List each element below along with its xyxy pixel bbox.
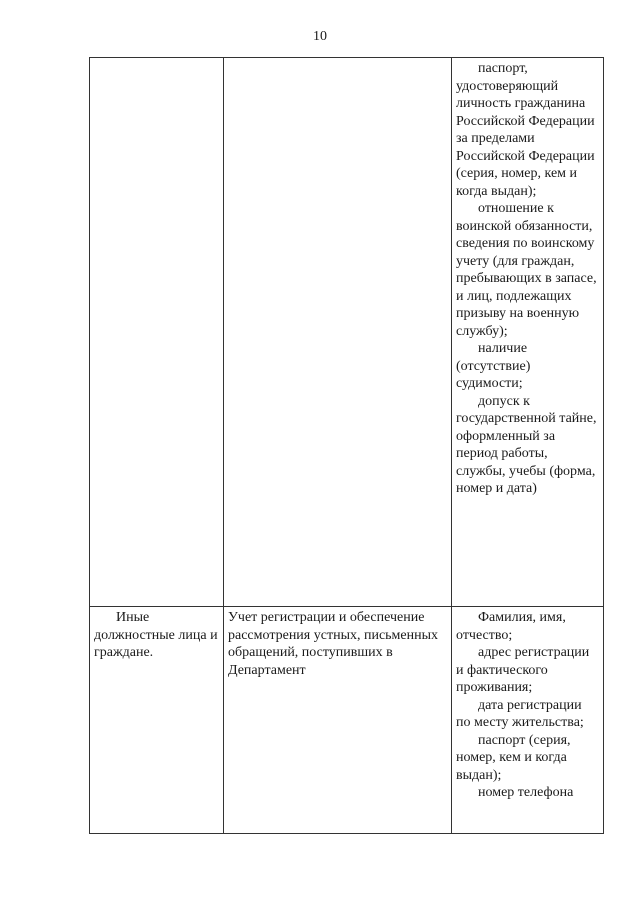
table-cell-purpose — [224, 58, 452, 607]
category-text: Иные должностные лица и граждане. — [94, 610, 218, 660]
table-row — [90, 58, 604, 607]
list-item: дата регистрации по месту жительства; — [456, 697, 584, 730]
table-cell-category — [90, 607, 224, 834]
list-item: номер телефона — [478, 785, 574, 800]
list-item: отношение к воинской обязанности, сведения по воинскому учету (для граждан, пребывающих в запасе, и лиц, подлежащих призыву на военную службу); — [456, 201, 597, 339]
data-table — [89, 57, 604, 834]
list-item: паспорт (серия, номер, кем и когда выдан); — [456, 732, 571, 783]
list-item: Фамилия, имя, отчество; — [456, 610, 566, 643]
table-cell-data-list — [452, 607, 604, 834]
table-cell-purpose — [224, 607, 452, 834]
table-cell-category — [90, 58, 224, 607]
list-item: допуск к государственной тайне, оформленный за период работы, службы, учебы (форма, номер и дата) — [456, 393, 597, 496]
list-item: наличие (отсутствие) судимости; — [456, 341, 531, 391]
table-cell-data-list — [452, 58, 604, 607]
purpose-text: Учет регистрации и обеспечение рассмотрения устных, письменных обращений, поступивших в Департамент — [228, 610, 439, 678]
page-number: 10 — [313, 29, 327, 44]
list-item: паспорт, удостоверяющий личность гражданина Российской Федерации за пределами Российской Федерации (серия, номер, кем и когда выдан); — [456, 61, 595, 199]
table-row — [90, 607, 604, 834]
list-item: адрес регистрации и фактического проживания; — [456, 645, 590, 695]
